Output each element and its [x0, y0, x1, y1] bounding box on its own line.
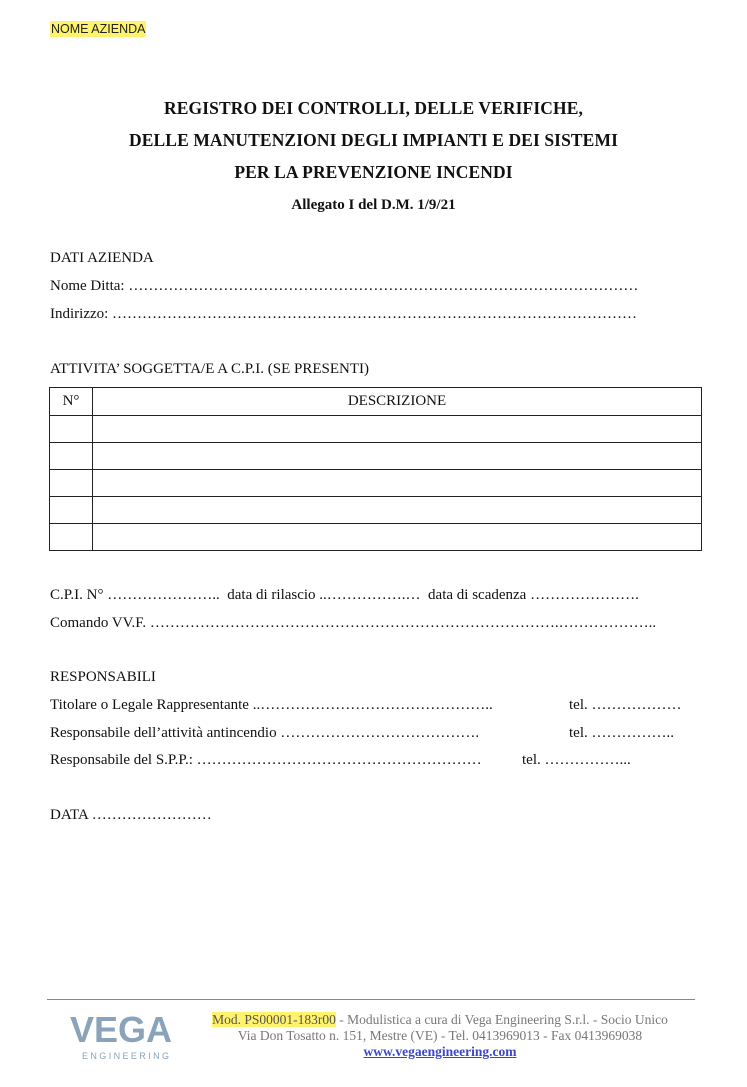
document-title-line-1: REGISTRO DEI CONTROLLI, DELLE VERIFICHE,	[164, 98, 583, 118]
footer-address: Via Don Tosatto n. 151, Mestre (VE) - Tel. 0413969013 - Fax 0413969038	[237, 1028, 643, 1043]
comando-vvf-line[interactable]: Comando VV.F. ……………………………………………………………………….………………..	[50, 615, 657, 631]
table-row	[50, 524, 702, 551]
cell-descrizione[interactable]	[93, 416, 702, 443]
nome-ditta-field[interactable]: Nome Ditta: …………………………………………………………………………………………	[50, 278, 639, 294]
footer-link-line	[140, 1044, 740, 1060]
cell-number[interactable]	[50, 497, 93, 524]
table-row	[50, 470, 702, 497]
footer-divider	[47, 999, 695, 1000]
document-subtitle: Allegato I del D.M. 1/9/21	[291, 197, 456, 213]
logo-subtitle: ENGINEERING	[82, 1051, 172, 1061]
module-code: Mod. PS00001-183r00	[212, 1012, 336, 1027]
document-title-line-2: DELLE MANUTENZIONI DEGLI IMPIANTI E DEI SISTEMI	[129, 130, 618, 150]
cpi-number-line[interactable]: C.P.I. N° ………………….. data di rilascio ..…………….… data di scadenza ………………….	[50, 587, 639, 603]
cell-number[interactable]	[50, 416, 93, 443]
column-header-descrizione: DESCRIZIONE	[93, 388, 702, 416]
column-header-number: N°	[50, 388, 93, 416]
titolare-tel-field[interactable]: tel. ………………	[569, 697, 682, 713]
attivita-table	[49, 387, 702, 551]
dati-azienda-heading: DATI AZIENDA	[50, 250, 154, 266]
cell-descrizione[interactable]	[93, 443, 702, 470]
company-name-placeholder: NOME AZIENDA	[51, 22, 146, 36]
cell-descrizione[interactable]	[93, 470, 702, 497]
logo-wordmark: VEGA	[70, 1009, 173, 1050]
indirizzo-field[interactable]: Indirizzo: ……………………………………………………………………………………………	[50, 306, 638, 322]
responsabile-spp-tel-field[interactable]: tel. ……………...	[522, 752, 631, 768]
responsabile-spp-field[interactable]: Responsabile del S.P.P.: …………………………………………………	[50, 752, 482, 768]
cell-number[interactable]	[50, 470, 93, 497]
cell-descrizione[interactable]	[93, 524, 702, 551]
table-header-row	[50, 388, 702, 416]
table-row	[50, 416, 702, 443]
attivita-heading: ATTIVITA’ SOGGETTA/E A C.P.I. (SE PRESENTI)	[50, 361, 369, 377]
responsabili-heading: RESPONSABILI	[50, 669, 156, 685]
responsabile-antincendio-tel-field[interactable]: tel. ……………..	[569, 725, 674, 741]
table-row	[50, 443, 702, 470]
titolare-field[interactable]: Titolare o Legale Rappresentante ..………………………………………..	[50, 697, 493, 713]
cell-number[interactable]	[50, 524, 93, 551]
table-row	[50, 497, 702, 524]
footer-credit: - Modulistica a cura di Vega Engineering S.r.l. - Socio Unico	[335, 1012, 668, 1027]
cell-descrizione[interactable]	[93, 497, 702, 524]
responsabile-antincendio-field[interactable]: Responsabile dell’attività antincendio ………………………………….	[50, 725, 480, 741]
cell-number[interactable]	[50, 443, 93, 470]
data-field[interactable]: DATA ……………………	[50, 807, 212, 823]
website-link[interactable]: www.vegaengineering.com	[363, 1044, 517, 1059]
footer-line-1	[140, 1012, 740, 1028]
document-title-line-3: PER LA PREVENZIONE INCENDI	[234, 162, 513, 182]
